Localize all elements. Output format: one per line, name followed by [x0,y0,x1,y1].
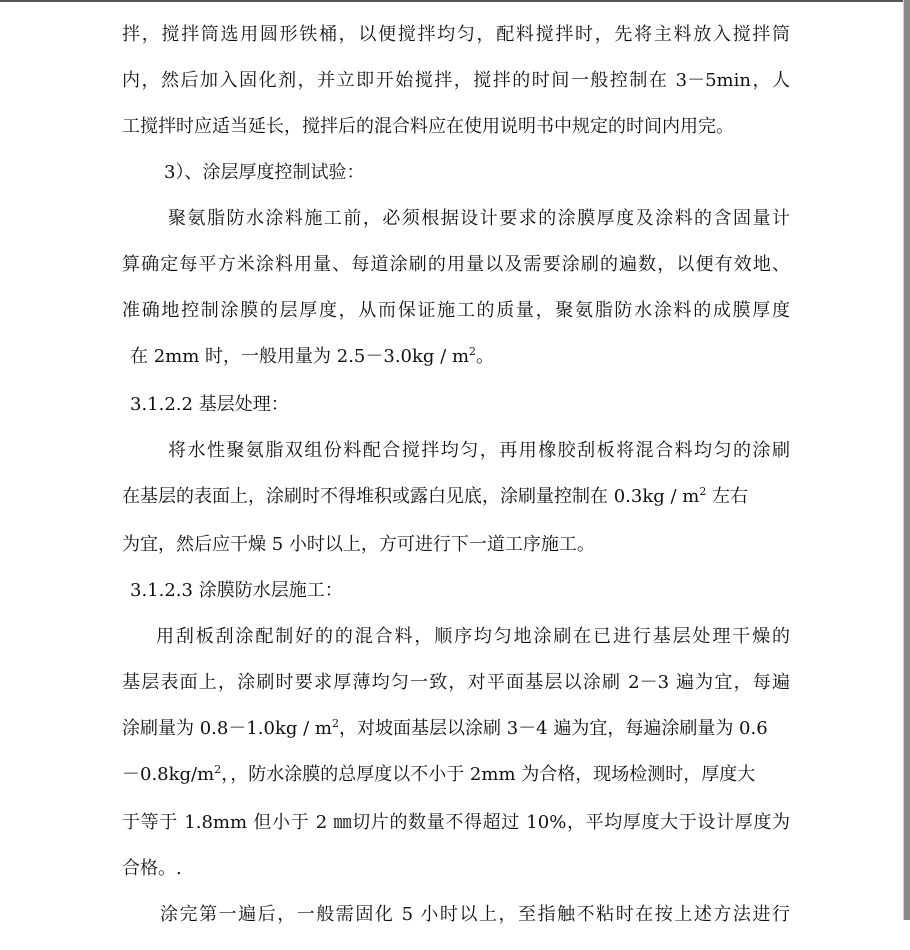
text-segment: －0.8kg/m [122,764,215,785]
text-line: 合格。. [122,858,182,879]
text-line [130,346,790,392]
text-segment: ，对坡面基层以涂刷 3－4 遍为宜，每遍涂刷量为 0.6 [338,718,768,739]
superscript: 2 [214,763,222,776]
page-right-border [904,0,910,920]
text-segment: 左右 [706,486,749,507]
section-heading: 3.1.2.2 基层处理： [130,394,289,415]
subsection-heading: 3）、涂层厚度控制试验： [164,162,365,183]
text-line [122,718,790,764]
text-segment: 涂刷量为 0.8－1.0kg / m [122,718,332,739]
text-line: 将水性聚氨脂双组份料配合搅拌均匀，再用橡胶刮板将混合料均匀的涂刷 [168,440,790,461]
text-line: 准确地控制涂膜的层厚度，从而保证施工的质量，聚氨脂防水涂料的成膜厚度 [122,300,790,321]
text-line: 用刮板刮涂配制好的的混合料，顺序均匀地涂刷在已进行基层处理干燥的 [156,626,790,647]
text-line: 内，然后加入固化剂，并立即开始搅拌，搅拌的时间一般控制在 3－5min，人 [122,70,790,91]
text-line: 为宜，然后应干燥 5 小时以上，方可进行下一道工序施工。 [122,534,595,555]
text-line: 聚氨脂防水涂料施工前，必须根据设计要求的涂膜厚度及涂料的含固量计 [168,208,790,229]
section-heading: 3.1.2.3 涂膜防水层施工： [130,580,343,601]
superscript: 2 [469,345,477,358]
text-line [122,486,790,532]
superscript: 2 [331,717,339,730]
text-line: 工搅拌时应适当延长，搅拌后的混合料应在使用说明书中规定的时间内用完。 [122,116,734,137]
text-line: 算确定每平方米涂料用量、每道涂刷的用量以及需要涂刷的遍数，以便有效地、 [122,254,790,275]
text-segment: 在基层的表面上，涂刷时不得堆积或露白见底，涂刷量控制在 0.3kg / m [122,486,700,507]
text-line: 基层表面上，涂刷时要求厚薄均匀一致，对平面基层以涂刷 2－3 遍为宜，每遍 [122,672,790,693]
text-segment: ，，防水涂膜的总厚度以不小于 2mm 为合格，现场检测时，厚度大 [221,764,756,785]
text-line [122,764,790,810]
text-segment: 。 [476,346,495,367]
text-line: 于等于 1.8mm 但小于 2 ㎜切片的数量不得超过 10%，平均厚度大于设计厚度为 [122,812,790,833]
text-line: 涂完第一遍后，一般需固化 5 小时以上，至指触不粘时在按上述方法进行 [160,904,790,925]
text-segment: 在 2mm 时，一般用量为 2.5－3.0kg / m [130,346,470,367]
text-line: 拌，搅拌筒选用圆形铁桶，以便搅拌均匀，配料搅拌时，先将主料放入搅拌筒 [122,24,790,45]
superscript: 2 [699,485,707,498]
